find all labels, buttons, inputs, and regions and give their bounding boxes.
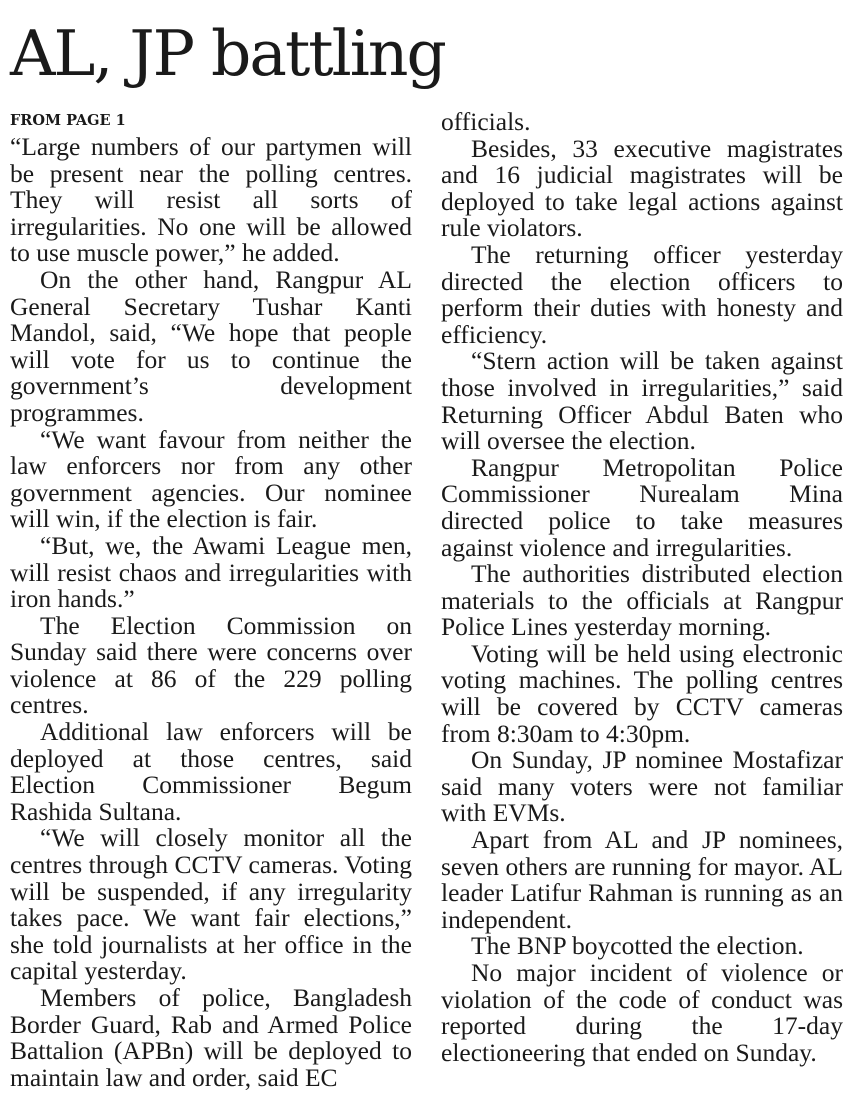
paragraph: “We will closely monitor all the centres through CCTV cameras. Voting will be suspended, if any irregularity takes pace. We want fair elections,” she told journalists at her office in the capital yesterday.: [10, 823, 412, 986]
headline: AL, JP battling: [10, 17, 445, 90]
paragraph: Besides, 33 executive magistrates and 16 judicial magistrates will be deployed to take legal actions against rule violators.: [441, 133, 843, 243]
paragraph: No major incident of violence or violation of the code of conduct was reported during the 17-day electioneering that ended on Sunday.: [441, 958, 843, 1067]
paragraph: Apart from AL and JP nominees, seven others are running for mayor. AL leader Latifur Rahman is running as an independent.: [441, 825, 843, 934]
paragraph: officials.: [441, 107, 531, 136]
paragraph: “We want favour from neither the law enforcers nor from any other government agencies. Our nominee will win, if the election is fair.: [10, 424, 412, 534]
paragraph: Additional law enforcers will be deployed at those centres, said Election Commissioner Begum Rashida Sultana.: [10, 717, 412, 826]
paragraph: Rangpur Metropolitan Police Commissioner Nurealam Mina directed police to take measures against violence and irregularities.: [441, 452, 843, 562]
paragraph: The returning officer yesterday directed the election officers to perform their duties with honesty and efficiency.: [441, 239, 843, 349]
paragraph: The Election Commission on Sunday said there were concerns over violence at 86 of the 229 polling centres.: [10, 610, 412, 720]
continuation-label: FROM PAGE 1: [10, 112, 126, 129]
paragraph: “Large numbers of our partymen will be present near the polling centres. They will resist all sorts of irregularities. No one will be allowed to use muscle power,” he added.: [10, 132, 412, 268]
paragraph: Members of police, Bangladesh Border Guard, Rab and Armed Police Battalion (APBn) will be deployed to maintain law and order, said EC: [10, 983, 412, 1092]
paragraph: “But, we, the Awami League men, will resist chaos and irregularities with iron hands.”: [10, 530, 412, 614]
paragraph: On Sunday, JP nominee Mostafizar said many voters were not familiar with EVMs.: [441, 745, 843, 828]
paragraph: The BNP boycotted the election.: [471, 931, 804, 961]
article-column-right: [441, 109, 843, 1066]
article-column-left: [10, 110, 412, 1091]
paragraph: Voting will be held using electronic voting machines. The polling centres will be covered by CCTV cameras from 8:30am to 4:30pm.: [441, 638, 843, 748]
paragraph: “Stern action will be taken against those involved in irregularities,” said Returning Officer Abdul Baten who will oversee the election.: [441, 346, 843, 456]
paragraph: The authorities distributed election materials to the officials at Rangpur Police Lines yesterday morning.: [441, 559, 843, 642]
paragraph: On the other hand, Rangpur AL General Secretary Tushar Kanti Mandol, said, “We hope that people will vote for us to continue the government’s development programmes.: [10, 264, 412, 427]
